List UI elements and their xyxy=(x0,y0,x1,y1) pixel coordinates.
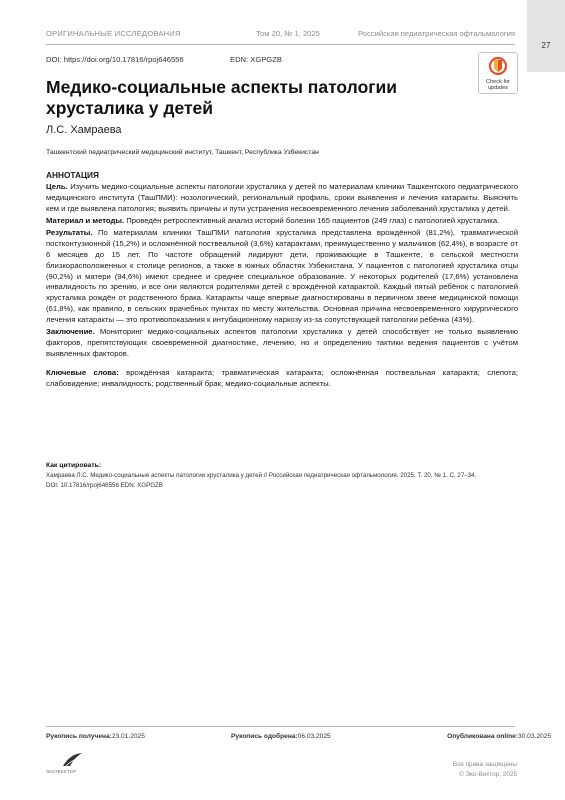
eco-vector-logo-icon xyxy=(60,752,84,768)
keywords: Ключевые слова: врождённая катаракта; травматическая катаракта; осложнённая поствеальная катаракта; слепота; слабовидение; инвалидность; родственный брак; медико-социальные аспекты. xyxy=(46,367,518,388)
page-tab xyxy=(527,0,565,72)
header-divider xyxy=(46,44,515,45)
badge-line1: Check for xyxy=(486,79,510,85)
copyright-text: © Эко-Вектор, 2025 xyxy=(458,771,517,778)
citation-line2: DOI: 10.17816/rpoj646556 EDN: XGPGZB xyxy=(46,482,163,489)
check-for-updates-icon xyxy=(489,56,507,78)
edn-label: EDN: XGPGZB xyxy=(230,55,282,64)
abstract-results: Результаты. По материалам клиники ТашПМИ патология хрусталика представлена врождённой (81,2%), травматической постконтузионной (15,2%) и осложнённой поствеальной (3,6%) катарактами, преимущественно у мальчиков (62,4%), в возрасте от 6 месяцев до 15 лет. По частоте обращений лидируют дети, проживающие в Ташкенте, в сельской местности близкорасположенных к столице регионов, а также в южных областях Узбекистана. У пациентов с патологией хрусталика отцы (90,2%) и матери (94,6%) имеют среднее и среднее специальное образование. У некоторых родителей (17,6%) установлена инвалидность по зрению, и все они являются родителями детей с врождённой катарактой. Каждый пятый ребёнок с патологией хрусталика рождён от родственного брака. Катаракты чаще впервые диагностированы в первичном звене медицинской помощи (61,8%), как правило, в сельских врачебных пунктах по месту жительства. Основная причина несвоевременного хирургического лечения катаракты — это противопоказания к интубационному наркозу из-за сопутствующей патологии ребёнка (43%). xyxy=(46,227,518,325)
section-label: ОРИГИНАЛЬНЫЕ ИССЛЕДОВАНИЯ xyxy=(46,29,181,38)
dates-divider xyxy=(46,726,515,727)
license-text: Все права защищены xyxy=(452,761,517,768)
abstract-conclusion: Заключение. Мониторинг медико-социальных аспектов патологии хрусталика у детей способствует не только выявлению факторов, препятствующих своевременной диагностике, лечению, но и определению тактики ведения пациентов с учётом выявленных факторов. xyxy=(46,327,518,359)
abstract-methods: Материал и методы. Проведён ретроспективный анализ историй болезни 165 пациентов (249 глаз) с патологией хрусталика. xyxy=(46,215,500,225)
running-header xyxy=(46,29,515,43)
received-date: Рукопись получена: 23.01.2025 xyxy=(46,733,145,740)
abstract-heading: АННОТАЦИЯ xyxy=(46,170,99,180)
page-number: 27 xyxy=(541,41,551,50)
journal-label: Российская педиатрическая офтальмология xyxy=(358,29,515,38)
volume-label: Том 20, № 1, 2025 xyxy=(256,29,320,38)
doi-link[interactable]: DOI: https://doi.org/10.17816/rpoj646556 xyxy=(46,55,184,64)
published-date: Опубликована online: 30.03.2025 xyxy=(447,733,552,740)
affiliation: Ташкентский педиатрический медицинский институт, Ташкент, Республика Узбекистан xyxy=(46,149,319,156)
abstract-goal: Цель. Изучить медико-социальные аспекты патологии хрусталика у детей по материалам клиники Ташкентского педиатрического медицинского института (ТашПМИ): нозологический, региональный профиль, сроки выявления и лечения катаракты. Выяснить кем и где выявлена патология; выявить причины и пути устранения несвоевременного лечения заболеваний хрусталика у детей. xyxy=(46,181,518,213)
publisher-logo-text: ЭКО•ВЕКТОР xyxy=(46,769,77,774)
manuscript-dates xyxy=(46,733,552,743)
publisher-logo xyxy=(46,752,96,776)
abstract xyxy=(46,170,518,391)
citation-line1: Хамраева Л.С. Медико-социальные аспекты патологии хрусталика у детей // Российская педиатрическая офтальмология. 2025. Т. 20, № 1. С. 27–34. xyxy=(46,472,477,479)
article-title: Медико-социальные аспекты патологии хрусталика у детей xyxy=(46,77,398,118)
check-for-updates-badge[interactable] xyxy=(478,52,518,94)
badge-line2: updates xyxy=(488,85,508,92)
approved-date: Рукопись одобрена: 06.03.2025 xyxy=(231,733,331,740)
citation-heading: Как цитировать: xyxy=(46,462,102,469)
author-name: Л.С. Хамраева xyxy=(46,124,122,136)
footer-rights xyxy=(453,760,517,780)
citation-block xyxy=(46,461,518,491)
